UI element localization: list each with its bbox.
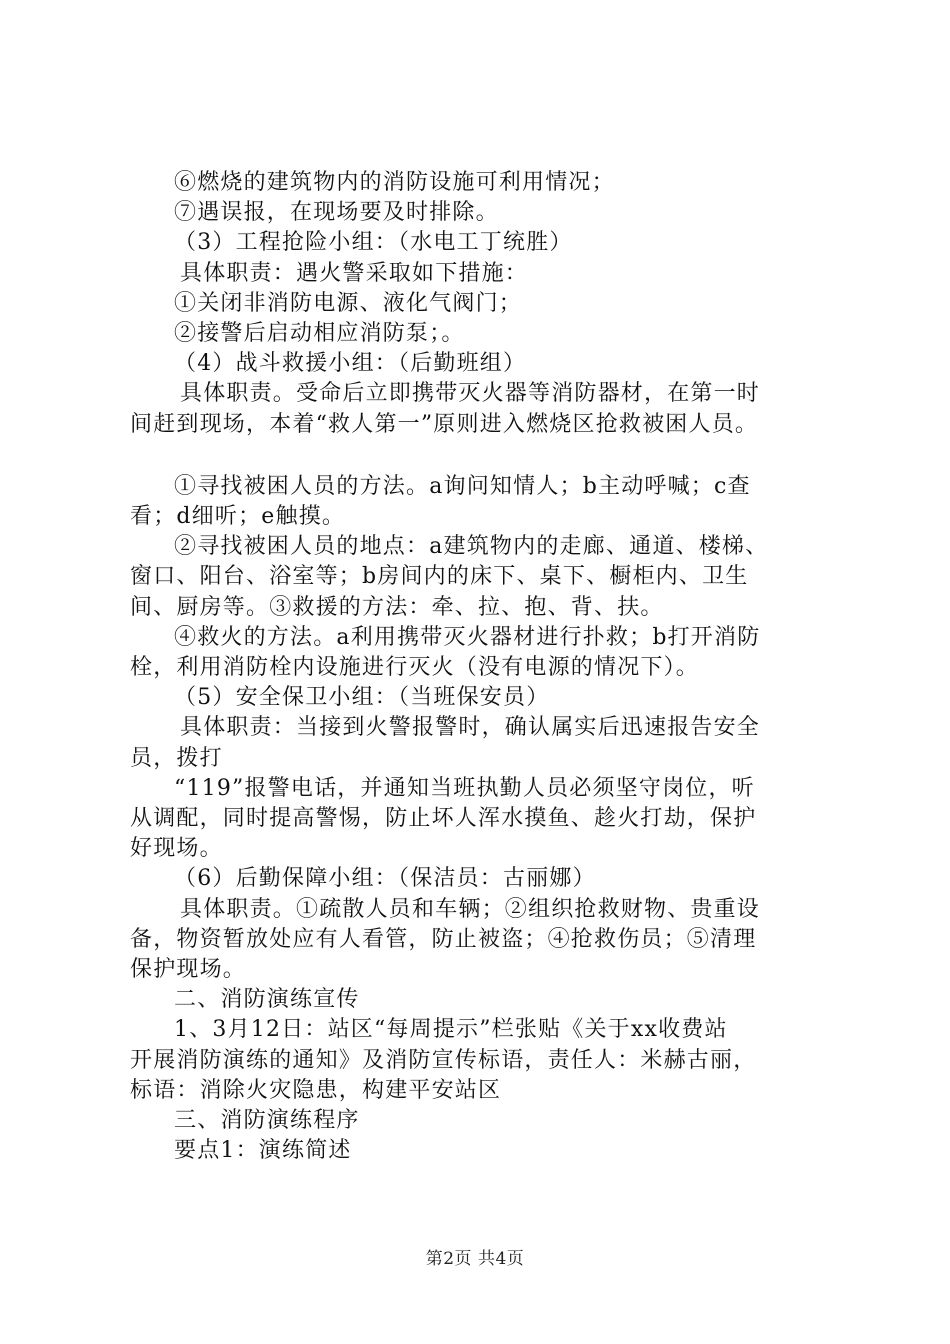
text-line: ①寻找被困人员的方法。a询问知情人；b主动呼喊；c查 bbox=[174, 473, 751, 499]
paragraph-gap bbox=[130, 440, 845, 472]
section-heading-publicity: 二、消防演练宣传 bbox=[174, 987, 360, 1013]
text-line: 间赶到现场，本着“救人第一”原则进入燃烧区抢救被困人员。 bbox=[130, 411, 759, 437]
text-line: 具体职责：当接到火警报警时，确认属实后迅速报告安全 bbox=[180, 715, 761, 741]
text-line: 标语：消除火灾隐患，构建平安站区 bbox=[130, 1077, 502, 1103]
text-line: 备，物资暂放处应有人看管，防止被盗；④抢救伤员；⑤清理 bbox=[130, 926, 757, 952]
text-line: “119”报警电话，并通知当班执勤人员必须坚守岗位，听 bbox=[174, 775, 755, 801]
text-line: 开展消防演练的通知》及消防宣传标语，责任人：米赫古丽， bbox=[130, 1047, 757, 1073]
text-line: ④救火的方法。a利用携带灭火器材进行扑救；b打开消防 bbox=[174, 624, 761, 650]
text-line: 保护现场。 bbox=[130, 957, 247, 983]
text-line: 好现场。 bbox=[130, 836, 223, 862]
text-line: 具体职责：遇火警采取如下措施： bbox=[180, 260, 529, 286]
text-line: ⑦遇误报，在现场要及时排除。 bbox=[174, 200, 499, 226]
text-line: 员，拨打 bbox=[130, 745, 223, 771]
text-line: 看；d细听；e触摸。 bbox=[130, 504, 346, 530]
document-body bbox=[130, 168, 845, 1167]
section-heading-security: （5）安全保卫小组：（当班保安员） bbox=[174, 685, 550, 711]
text-line: 间、厨房等。③救援的方法：牵、拉、抱、背、扶。 bbox=[130, 594, 664, 620]
text-line: 栓，利用消防栓内设施进行灭火（没有电源的情况下）。 bbox=[130, 655, 700, 681]
section-heading-logistics: （6）后勤保障小组：（保洁员：古丽娜） bbox=[174, 866, 596, 892]
text-line: 1、3月12日：站区“每周提示”栏张贴《关于xx收费站 bbox=[174, 1017, 728, 1043]
section-heading-rescue: （4）战斗救援小组：（后勤班组） bbox=[174, 351, 527, 377]
section-heading-engineering: （3）工程抢险小组：（水电工丁统胜） bbox=[174, 230, 573, 256]
section-heading-procedure: 三、消防演练程序 bbox=[174, 1108, 360, 1134]
text-line: ①关闭非消防电源、液化气阀门； bbox=[174, 290, 523, 316]
text-line: 要点1：演练简述 bbox=[174, 1138, 352, 1164]
text-line: ⑥燃烧的建筑物内的消防设施可利用情况； bbox=[174, 170, 615, 195]
text-line: 具体职责。①疏散人员和车辆；②组织抢救财物、贵重设 bbox=[180, 896, 761, 922]
text-line: ②寻找被困人员的地点：a建筑物内的走廊、通道、楼梯、 bbox=[174, 534, 769, 560]
page-number-footer: 第2页 共4页 bbox=[425, 1249, 525, 1269]
text-line: 从调配，同时提高警惕，防止坏人浑水摸鱼、趁火打劫，保护 bbox=[130, 806, 757, 832]
text-line: 具体职责。受命后立即携带灭火器等消防器材，在第一时 bbox=[180, 381, 761, 407]
text-line: 窗口、阳台、浴室等；b房间内的床下、桌下、橱柜内、卫生 bbox=[130, 564, 749, 590]
text-line: ②接警后启动相应消防泵；。 bbox=[174, 321, 465, 347]
